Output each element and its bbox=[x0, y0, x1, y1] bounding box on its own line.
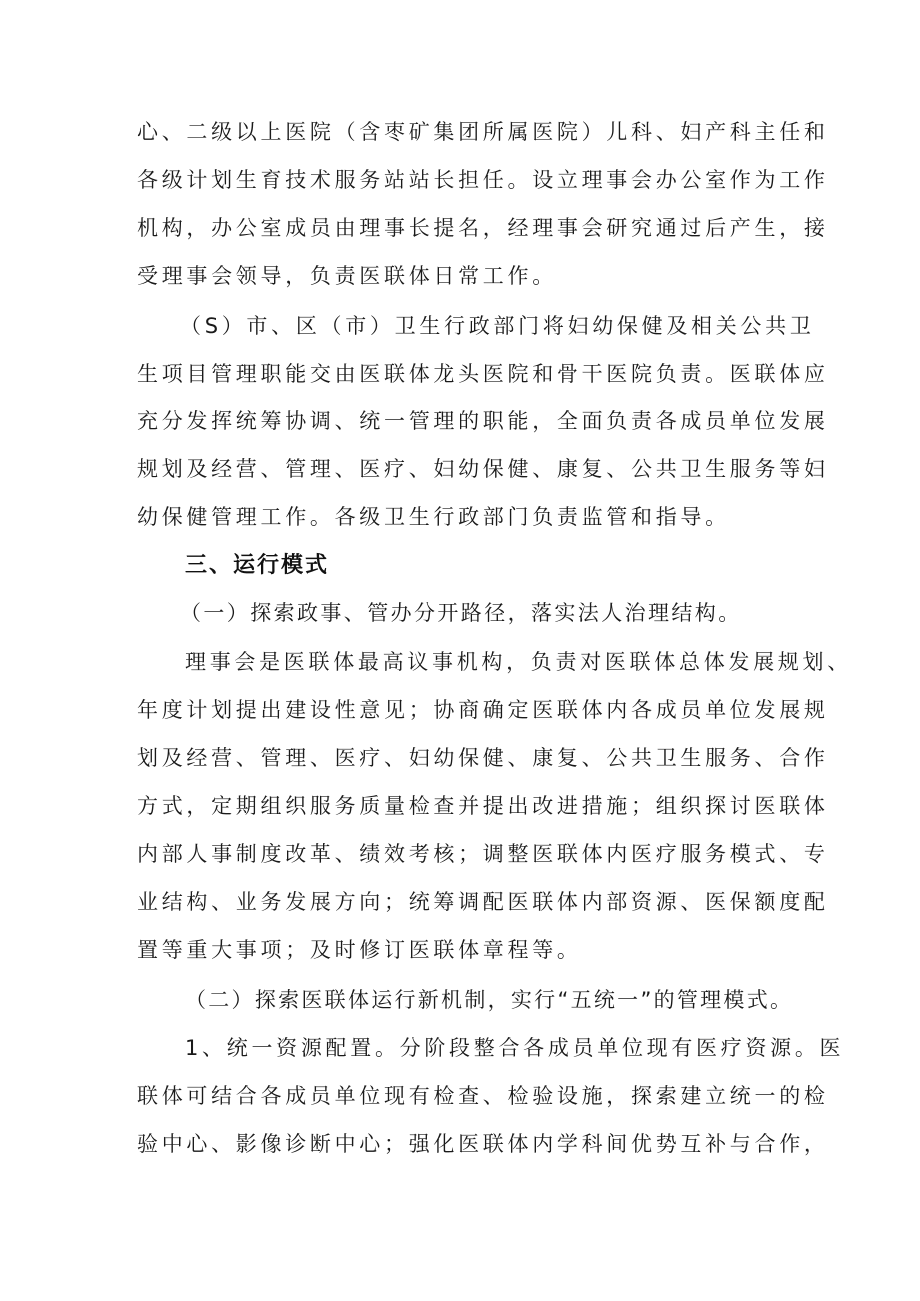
text-line: 生项目管理职能交由医联体龙头医院和骨干医院负责。医联体应 bbox=[137, 362, 829, 386]
section-heading: 三、运行模式 bbox=[185, 553, 330, 578]
text-line: 业结构、业务发展方向；统筹调配医联体内部资源、医保额度配 bbox=[137, 890, 829, 914]
text-line: 心、二级以上医院（含枣矿集团所属医院）儿科、妇产科主任和 bbox=[137, 120, 829, 144]
text-line: 内部人事制度改革、绩效考核；调整医联体内医疗服务模式、专 bbox=[137, 842, 829, 866]
text-line: 充分发挥统筹协调、统一管理的职能，全面负责各成员单位发展 bbox=[137, 409, 829, 433]
text-line: 受理事会领导，负责医联体日常工作。 bbox=[137, 264, 557, 288]
text-line: 划及经营、管理、医疗、妇幼保健、康复、公共卫生服务、合作 bbox=[137, 746, 829, 770]
text-line: 理事会是医联体最高议事机构，负责对医联体总体发展规划、 bbox=[185, 650, 852, 674]
text-line: 联体可结合各成员单位现有检查、检验设施，探索建立统一的检 bbox=[137, 1084, 829, 1108]
text-line: 规划及经营、管理、医疗、妇幼保健、康复、公共卫生服务等妇 bbox=[137, 457, 829, 481]
text-line: 置等重大事项；及时修订医联体章程等。 bbox=[137, 938, 582, 962]
text-line: 验中心、影像诊断中心；强化医联体内学科间优势互补与合作， bbox=[137, 1132, 829, 1156]
text-line: 年度计划提出建设性意见；协商确定医联体内各成员单位发展规 bbox=[137, 698, 829, 722]
text-line: 各级计划生育技术服务站站长担任。设立理事会办公室作为工作 bbox=[137, 168, 829, 192]
text-line: 1、统一资源配置。分阶段整合各成员单位现有医疗资源。医 bbox=[185, 1036, 845, 1060]
text-line: 方式，定期组织服务质量检查并提出改进措施；组织探讨医联体 bbox=[137, 794, 829, 818]
subheading-line: （二）探索医联体运行新机制，实行“五统一”的管理模式。 bbox=[185, 988, 792, 1012]
text-line: 幼保健管理工作。各级卫生行政部门负责监管和指导。 bbox=[137, 505, 730, 529]
subheading-line: （一）探索政事、管办分开路径，落实法人治理结构。 bbox=[180, 601, 742, 625]
text-line: 机构，办公室成员由理事长提名，经理事会研究通过后产生，接 bbox=[137, 216, 829, 240]
text-line: （S）市、区（市）卫生行政部门将妇幼保健及相关公共卫 bbox=[180, 314, 815, 338]
